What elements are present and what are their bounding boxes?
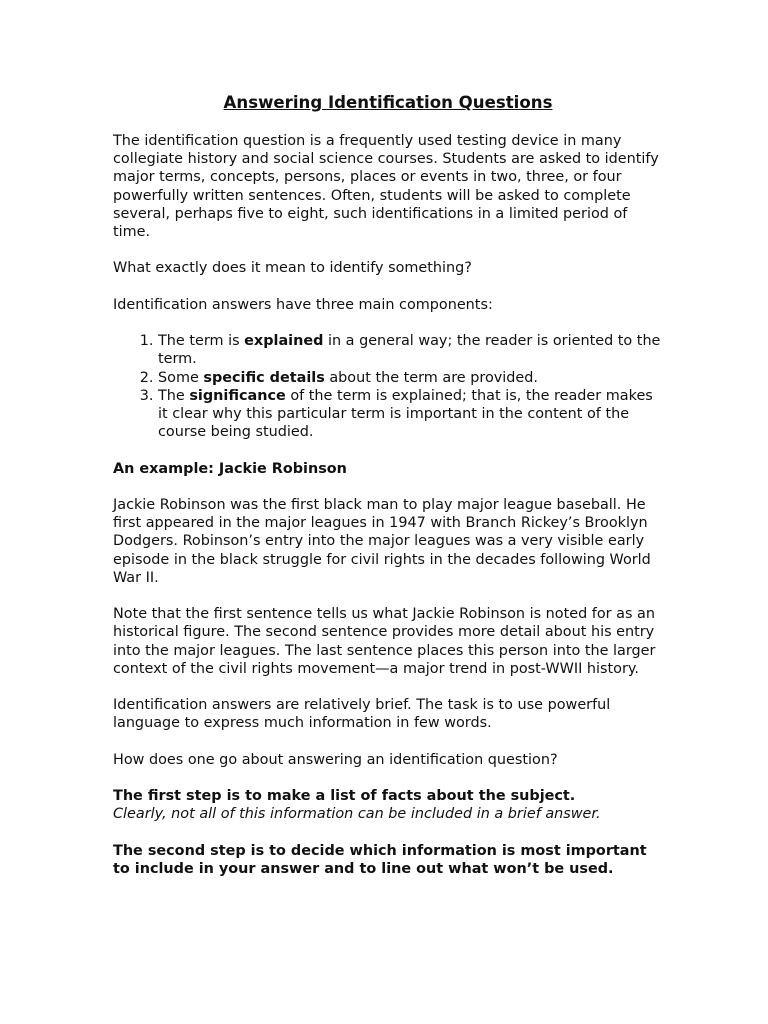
example-paragraph: Jackie Robinson was the first black man to play major league baseball. He first appeared in the major leagues in 1947 with Branch Rickey’s Brooklyn Dodgers. Robinson’s entry into the major leagues was a very visible early episode in the black struggle for civil rights in the decades following World War II.	[113, 496, 651, 586]
brevity-paragraph: Identification answers are relatively brief. The task is to use powerful language to express much information in few words.	[113, 697, 611, 732]
question-paragraph: How does one go about answering an identification question?	[113, 751, 558, 768]
step-two-heading: The second step is to decide which information is most important to include in your answer and to line out what won’t be used.	[113, 842, 647, 877]
list-item	[158, 369, 663, 387]
list-item-keyword: explained	[244, 333, 324, 350]
list-item-keyword: specific details	[203, 369, 325, 386]
list-item-text: The	[158, 387, 190, 404]
list-item-text: The term is	[158, 333, 245, 350]
list-item-text: Some	[158, 369, 204, 386]
intro-paragraph: The identification question is a frequently used testing device in many collegiate history and social science courses. Students are asked to identify major terms, concepts, persons, places or events in two, three, or four powerfully written sentences. Often, students will be asked to complete several, perhaps five to eight, such identifications in a limited period of time.	[113, 133, 659, 241]
document-body	[113, 92, 663, 896]
list-item-text: about the term are provided.	[324, 369, 538, 386]
components-intro: Identification answers have three main components:	[113, 296, 493, 313]
question-paragraph: What exactly does it mean to identify something?	[113, 260, 472, 277]
step-one-note: Clearly, not all of this information can be included in a brief answer.	[113, 806, 601, 823]
step-one	[113, 787, 663, 823]
step-one-heading: The first step is to make a list of facts about the subject.	[113, 788, 576, 805]
example-heading: An example: Jackie Robinson	[113, 460, 347, 477]
list-item-text: in a general way; the reader is oriented to the term.	[158, 333, 661, 368]
note-paragraph: Note that the first sentence tells us what Jackie Robinson is noted for as an historical figure. The second sentence provides more detail about his entry into the major leagues. The last sentence places this person into the larger context of the civil rights movement—a major trend in post-WWII history.	[113, 606, 656, 677]
components-list	[113, 332, 663, 441]
page-title: Answering Identification Questions	[223, 93, 553, 112]
list-item	[158, 387, 663, 442]
list-item-text: of the term is explained; that is, the reader makes it clear why this particular term is important in the content of the course being studied.	[158, 387, 653, 441]
list-item	[158, 332, 663, 368]
list-item-keyword: significance	[189, 387, 286, 404]
